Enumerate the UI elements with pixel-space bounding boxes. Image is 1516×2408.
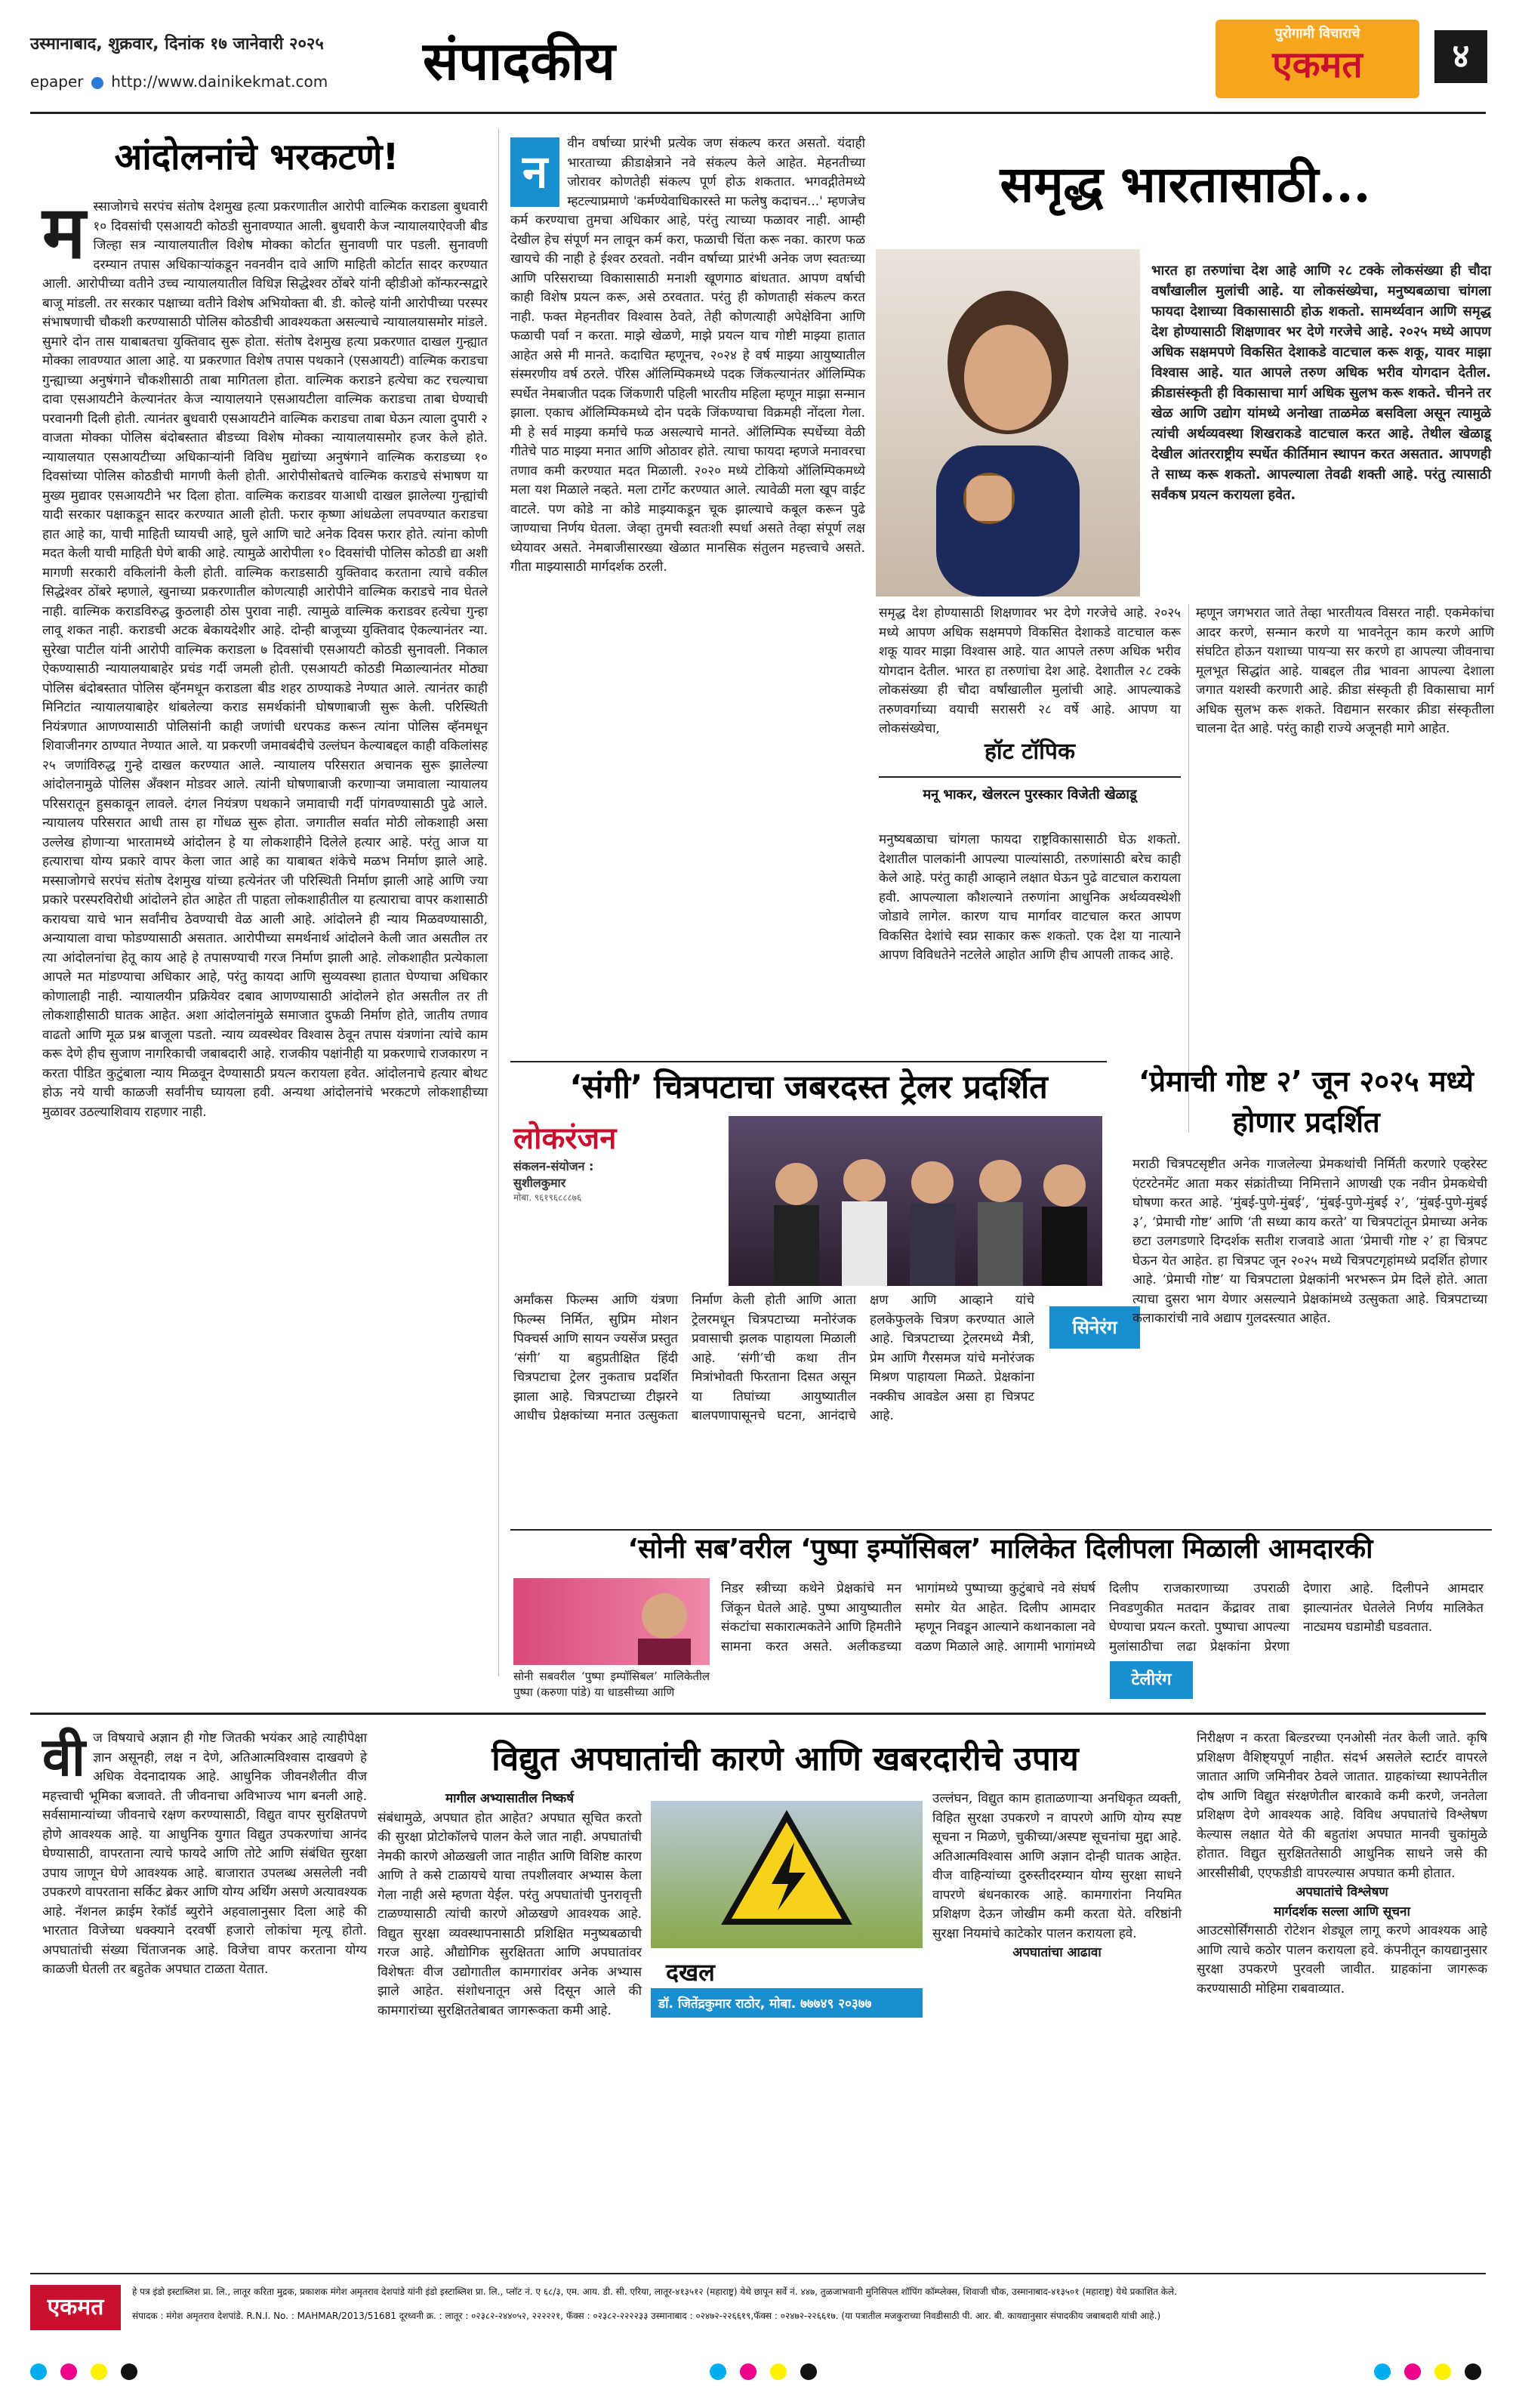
footer-rule: [30, 2273, 1486, 2274]
brand-logo: एकमत: [1272, 44, 1363, 86]
electric-hazard-photo: [651, 1801, 923, 1948]
sangi-rule: [510, 1061, 1107, 1062]
sangi-headline: ‘संगी’ चित्रपटाचा जबरदस्त ट्रेलर प्रदर्शित: [569, 1068, 1048, 1106]
editorial-body: [42, 190, 488, 1678]
lokranjan-box: [513, 1116, 725, 1208]
dakhal-byline: डॉ. जितेंद्रकुमार राठोर, मोबा. ७७७४९ २०३७७: [651, 1988, 923, 2018]
editorial-headline: आंदोलनांचे भरकटणे!: [114, 136, 399, 178]
col-c-text: निरीक्षण न करता बिल्डरच्या एनओसी नंतर केली जाते. कृषि प्रशिक्षण वैशिष्ट्यपूर्ण नाहीत. संदर्भ असलेले स्टार्टर वापरले जातात आणि जमिनीवर ठेवले जातात. ग्राहकांच्या स्थापनेतील दोष आणि विद्युत संरक्षणेतील बारकावे कमी करणे, जनतेला प्रशिक्षण देणे आवश्यक आहे. विविध अपघातांचे विश्लेषण केल्यास लक्षात येते की बहुतांश अपघात मानवी चुकांमुळे होतात. विद्युत सुरक्षिततेसाठी आधुनिक साधने जसे की आरसीसीबी, एएफडीडी वापरल्यास अपघात कमी होतात.: [1197, 1731, 1487, 1881]
hot-topic-label: हॉट टॉपिक: [984, 738, 1075, 765]
brand-tagline: पुरोगामी विचाराचे: [1274, 26, 1360, 42]
feature-col2: म्हणून जगभरात जाते तेव्हा भारतीयत्व विसरत नाही. एकमेकांचा आदर करणे, सन्मान करणे या भावनेतून काम करणे आणि संघटित होऊन यशाच्या पायऱ्या सर करणे हा आपल्या जीवनाचा मूलभूत सिद्धांत आहे. याबद्दल तीव्र भावना आपल्या देशाला जगात यशस्वी करणारी आहे. क्रीडा संस्कृती ही विकासाचा मार्ग अधिक सुलभ करू शकते. विद्यमान सरकार क्रीडा संस्कृतीला चालना देत आहे. परंतु काही राज्ये अजूनही मागे आहेत.: [1196, 606, 1494, 736]
hazard-illustration: [651, 1801, 923, 1948]
middle-rule: [30, 1713, 1486, 1715]
sangi-group-illustration: [729, 1116, 1102, 1286]
col-c-heading: अपघातांचे विश्लेषण: [1296, 1885, 1388, 1900]
electric-col-a: [377, 1790, 642, 2258]
feature-divider: [1188, 604, 1189, 1133]
electric-col-c: [1197, 1729, 1487, 2258]
col-a-heading: मागील अभ्यासातील निष्कर्ष: [445, 1791, 575, 1806]
reg-mark-cyan: [30, 2363, 47, 2380]
masthead: [0, 0, 1516, 106]
epaper-line[interactable]: [30, 72, 328, 91]
feature-lead: भारत हा तरुणांचा देश आहे आणि २८ टक्के लोकसंख्या ही चौदा वर्षांखालील मुलांची आहे. या लोकसंख्येचा, मनुष्यबळाचा चांगला फायदा देशाच्या विकासासाठी होऊ शकतो. सामर्थ्यवान आणि समृद्ध देश होण्यासाठी शिक्षणावर भर देणे गरजेचे आहे. २०२५ मध्ये आपण अधिक सक्षमपणे विकसित देशाकडे वाटचाल करू शकू, यावर माझा विश्वास आहे. यात आपले तरुण अधिक भरीव योगदान देतील. क्रीडासंस्कृती ही विकासाचा मार्ग अधिक सुलभ करू शकते. चीनने तर खेळ आणि उद्योग यांमध्ये अनोखा ताळमेळ बसविला असून त्यामुळे त्यांची अर्थव्यवस्था शिखराकडे वाटचाल करत आहे. तेथील खेळाडू देखील आंतरराष्ट्रीय स्पर्धेत कीर्तिमान स्थापन करत असतात. आपणही ते साध्य करू शकतो. आपल्याला तेवढी शक्ती आहे. परंतु त्यासाठी सर्वंकष प्रयत्न करायला हवेत.: [1151, 263, 1491, 503]
sony-illustration: [513, 1578, 710, 1665]
col-a-text: संबंधामुळे, अपघात होत आहेत? अपघात सूचित करतो की सुरक्षा प्रोटोकॉलचे पालन केले जात नाही. अपघातांची नेमकी कारणे ओळखली जात नाहीत आणि विशिष्ट कारण आणि ते कसे टाळायचे याचा तपशीलवार अभ्यास केला गेला नाही असे म्हणता येईल. परंतु अपघातांची पुनरावृत्ती टाळण्यासाठी त्यांची कारणे ओळखणे आवश्यक आहे. विद्युत सुरक्षा व्यवस्थापनासाठी प्रशिक्षित मनुष्यबळाची गरज आहे. औद्योगिक सुरक्षितता आणि अपघातांवर विशेषतः वीज उद्योगातील कामगारांवर अनेक अभ्यास झाले आहेत. संशोधनातून असे दिसून आले की कामगारांच्या सुरक्षिततेबाबत जागरूकता कमी आहे.: [377, 1810, 642, 2018]
column-na-dropcap: न: [510, 137, 559, 207]
feature-headline: समृद्ध भारतासाठी...: [1000, 155, 1371, 214]
column-na-body: [510, 134, 865, 935]
sinerang-tag: सिनेरंग: [1049, 1306, 1140, 1349]
reg-mark-cyan-2: [710, 2363, 726, 2380]
reg-mark-yellow-2: [770, 2363, 787, 2380]
reg-mark-yellow: [91, 2363, 107, 2380]
portrait-illustration: [876, 249, 1140, 597]
column-divider: [498, 128, 499, 1676]
dakhal-label: दखल: [666, 1958, 715, 1987]
footer-brand: एकमत: [30, 2285, 121, 2330]
col-c2-text: आउटसोर्सिंगसाठी रोटेशन शेड्यूल लागू करणे आवश्यक आहे आणि त्याचे कठोर पालन करायला हवे. कंपनीतून कायद्यानुसार सुरक्षा उपकरणे पुरवली जावीत. ग्राहकांना जागरूक करण्यासाठी मोहिमा राबवाव्यात.: [1197, 1923, 1487, 1996]
electric-dropcap: वी: [42, 1725, 86, 1788]
dakhal-box: [651, 1956, 923, 2024]
globe-icon: [91, 77, 103, 89]
epaper-label: epaper: [30, 72, 84, 91]
sangi-body: अर्मांकस फिल्म्स आणि यंत्रणा फिल्म्स निर्मित, सुप्रिम मोशन पिक्चर्स आणि सायन ज्यसेंज प्रस्तुत ‘संगी’ या बहुप्रतीक्षित हिंदी चित्रपटाचा ट्रेलर नुकताच प्रदर्शित झाला आहे. चित्रपटाच्या टीझरने आधीच प्रेक्षकांच्या मनात उत्सुकता निर्माण केली होती आणि आता ट्रेलरमधून चित्रपटाच्या मनोरंजक प्रवासाची झलक पाहायला मिळाली आहे. ‘संगी’ची कथा तीन मित्रांभोवती फिरताना दिसत असून या तिघांच्या आयुष्यातील बालपणापासूनचे घटना, आनंदाचे क्षण आणि आव्हाने यांचे हलकेफुलके चित्रण करण्यात आले आहे. चित्रपटाच्या ट्रेलरमध्ये मैत्री, प्रेम आणि गैरसमज यांचे मनोरंजक मिश्रण पाहायला मिळते. प्रेक्षकांना नक्कीच आवडेल असा हा चित्रपट आहे.: [513, 1293, 1034, 1423]
reg-mark-black: [121, 2363, 137, 2380]
reg-mark-magenta-3: [1404, 2363, 1421, 2380]
telerang-tag: टेलीरंग: [1110, 1661, 1193, 1699]
sony-caption: सोनी सबवरील ‘पुष्पा इम्पॉसिबल’ मालिकेतील पुष्पा (करुणा पांडे) या धाडसीच्या आणि: [513, 1670, 710, 1699]
electric-intro-text: ज विषयाचे अज्ञान ही गोष्ट जितकी भयंकर आहे त्याहीपेक्षा ज्ञान असूनही, लक्ष न देणे, अतिआत्मविश्वास दाखवणे हे अधिक वेदनादायक आहे. आधुनिक जीवनशैलीत वीज महत्त्वाची भूमिका बजावते. ती जीवनाचा अविभाज्य भाग बनली आहे. सर्वसामान्यांच्या जीवनाचे रक्षण करण्यासाठी, विद्युत वापर सुरक्षितपणे होणे आवश्यक आहे. या आधुनिक युगात विद्युत उपकरणांचा आनंद घेण्यासाठी, वापरताना त्याचे फायदे आणि तोटे आणि संबंधित सुरक्षा उपाय जाणून घेणे आवश्यक आहे. बाजारात उपलब्ध असलेली नवी उपकरणे वापरताना सर्किट ब्रेकर आणि योग्य अर्थिंग असणे अत्यावश्यक आहे. नॅशनल क्राईम रेकॉर्ड ब्युरोने अहवालानुसार दिला आहे की भारतात विजेच्या धक्क्याने दरवर्षी हजारो लोकांचा मृत्यू होतो. अपघातांची संख्या चिंताजनक आहे. विजेचा वापर करताना योग्य काळजी घेतली तर बहुतेक अपघात टाळता येतात.: [42, 1731, 367, 1977]
col-b-heading: अपघातांचा आढावा: [1012, 1945, 1102, 1960]
sony-body: निडर स्त्रीच्या कथेने प्रेक्षकांचे मन जिंकून घेतले आहे. पुष्पा आयुष्यातील संकटांचा सकारात्मकतेने आणि हिमतीने सामना करत असते. अलीकडच्या भागांमध्ये पुष्पाच्या कुटुंबाचे नवे संघर्ष समोर येत आहेत. दिलीप आमदार म्हणून निवडून आल्याने कथानकाला नवे वळण मिळाले आहे. आगामी भागांमध्ये दिलीप राजकारणाच्या उपराळी निवडणुकीत मतदान केंद्रावर ताबा घेण्याचा प्रयत्न करतो. पुष्पाचा आपल्या मुलांसाठीचा लढा प्रेक्षकांना प्रेरणा देणारा आहे. दिलीपने आमदार झाल्यानंतर घेतलेले निर्णय मालिकेत नाट्यमय घडामोडी घडवतात.: [721, 1581, 1484, 1654]
editor-phone: मोबा. ९६१९६८८८७६: [513, 1192, 582, 1203]
reg-mark-black-3: [1465, 2363, 1481, 2380]
premachi-body: मराठी चित्रपटसृष्टीत अनेक गाजलेल्या प्रेमकथांची निर्मिती करणारे एव्हरेस्ट एंटरटेनमेंट आता मकर संक्रांतीच्या निमित्ताने आणखी एक नवीन प्रेमकथेची घोषणा करत आहे. ‘मुंबई-पुणे-मुंबई’, ‘मुंबई-पुणे-मुंबई २’, ‘मुंबई-पुणे-मुंबई ३’, ‘प्रेमाची गोष्ट’ आणि ‘ती सध्या काय करते’ या चित्रपटांतून प्रेमाच्या अनेक छटा उलगडणारे दिग्दर्शक सतीश राजवाडे आता ‘प्रेमाची गोष्ट २’ हा चित्रपट घेऊन येत आहेत. हा चित्रपट जून २०२५ मध्ये चित्रपटगृहांमध्ये प्रदर्शित होणार आहे. ‘प्रेमाची गोष्ट’ या चित्रपटाला प्रेक्षकांनी भरभरून प्रेम दिले होते. आता त्याचा दुसरा भाग येणार असल्याने प्रेक्षकांमध्ये उत्सुकता आहे. चित्रपटाच्या कलाकारांची नावे अद्याप गुलदस्त्यात आहेत.: [1132, 1157, 1487, 1326]
portrait-photo: [876, 249, 1140, 597]
masthead-rule: [30, 112, 1486, 114]
dateline: उस्मानाबाद, शुक्रवार, दिनांक १७ जानेवारी २०२५: [30, 35, 324, 54]
editorial-dropcap: म: [42, 190, 86, 275]
hot-topic-box: [879, 729, 1181, 823]
electric-headline: विद्युत अपघातांची कारणे आणि खबरदारीचे उपाय: [491, 1740, 1079, 1778]
sony-rule: [510, 1529, 1492, 1531]
color-registration-bar: [30, 2363, 1486, 2386]
sony-headline: ‘सोनी सब’वरील ‘पुष्पा इम्पॉसिबल’ मालिकेत दिलीपला मिळाली आमदारकी: [627, 1534, 1373, 1565]
sangi-photo: [729, 1116, 1102, 1286]
col-b-text: उल्लंघन, विद्युत काम हाताळणाऱ्या अनधिकृत व्यक्ती, विहित सुरक्षा उपकरणे न वापरणे आणि योग्य स्पष्ट सूचना न मिळणे, चुकीच्या/अस्पष्ट सूचनांचा मुद्दा आहे. अतिआत्मविश्वास आणि अज्ञान दोन्ही घातक आहेत. वीज वाहिन्यांच्या दुरुस्तीदरम्यान योग्य सुरक्षा साधने वापरणे बंधनकारक आहे. कामगारांना नियमित प्रशिक्षण देऊन जोखीम कमी करता येते. वरिष्ठांनी सुरक्षा नियमांचे काटेकोर पालन करायला हवे.: [932, 1791, 1182, 1941]
reg-mark-magenta-2: [740, 2363, 756, 2380]
section-title: संपादकीय: [423, 29, 615, 92]
reg-mark-cyan-3: [1374, 2363, 1391, 2380]
editor-label: संकलन-संयोजन :: [513, 1159, 594, 1173]
col-c-heading2: मार्गदर्शक सल्ला आणि सूचना: [1274, 1904, 1410, 1919]
reg-mark-magenta: [60, 2363, 77, 2380]
electric-col-b: [932, 1790, 1182, 2258]
epaper-url[interactable]: http://www.dainikekmat.com: [111, 72, 328, 91]
electric-intro: [42, 1725, 367, 2258]
reg-mark-yellow-3: [1434, 2363, 1451, 2380]
feature-col1: समृद्ध देश होण्यासाठी शिक्षणावर भर देणे गरजेचे आहे. २०२५ मध्ये आपण अधिक सक्षमपणे विकसित देशाकडे वाटचाल करू शकू यावर माझा विश्वास आहे. यात आपले तरुण अधिक भरीव योगदान देतील. भारत हा तरुणांचा देश आहे. देशातील २८ टक्के लोकसंख्या ही चौदा वर्षांखालील मुलांची आहे. आपल्याकडे तरुणवर्गाच्या वयाची सरासरी २८ वर्षे आहे. आपण या लोकसंख्येचा,: [879, 606, 1181, 736]
editor-name: सुशीलकुमार: [513, 1176, 566, 1190]
premachi-headline: ‘प्रेमाची गोष्ट २’ जून २०२५ मध्ये होणार प्रदर्शित: [1139, 1065, 1474, 1139]
footer: [30, 2280, 1486, 2341]
brand-box: [1216, 20, 1419, 98]
footer-line1: हे पत्र इंडो इस्टाब्लिश प्रा. लि., लातूर करिता मुद्रक, प्रकाशक मंगेश अमृतराव देशपांडे यांनी इंडो इस्टाब्लिश प्रा. लि., प्लॉट नं. ए ६८/३, एम. आय. डी. सी. एरिया, लातूर-४१३५१२ (महाराष्ट्र) येथे छापून सर्वे नं. ४४७, तुळजाभवानी मुनिसिपल शॉपिंग कॉम्प्लेक्स, शिवाजी चौक, उस्मानाबाद-४१३५०१ (महाराष्ट्र) येथे प्रकाशित केले.: [132, 2286, 1177, 2297]
sony-photo: [513, 1578, 710, 1665]
feature-bottom-left: मनुष्यबळाचा चांगला फायदा राष्ट्रविकासासाठी घेऊ शकतो. देशातील पालकांनी आपल्या पाल्यांसाठी, तरुणांसाठी बरेच काही केले आहे. परंतु काही आव्हाने लक्षात घेऊन पुढे वाटचाल करायला हवी. आपल्याला कौशल्याने तरुणांना आधुनिक अर्थव्यवस्थेशी जोडावे लागेल. कारण याच मार्गावर वाटचाल करत आपण विकसित देशांचे स्वप्न साकार करू शकतो. एक देश या नात्याने आपण विविधतेने नटलेले आहोत आणि हीच आपली ताकद आहे.: [879, 832, 1181, 963]
editorial-text: स्साजोगचे सरपंच संतोष देशमुख हत्या प्रकरणातील आरोपी वाल्मिक कराडला बुधवारी १० दिवसांची एसआयटी कोठडी सुनावण्यात आली. बुधवारी केज न्यायालयाऐवजी बीड जिल्हा सत्र न्यायालयातील विशेष मोक्का कोर्टात सुनावणी पार पडली. सुनावणी दरम्यान तपास अधिकाऱ्यांकडून नवनवीन दावे आणि माहिती कोर्टात सादर करण्यात आली. आरोपीच्या वतीने उच्च न्यायालयातील विधिज्ञ सिद्धेश्वर ठोंबरे यांनी व्हीडीओ कॉन्फरन्सद्वारे बाजू मांडली. तर सरकार पक्षाच्या वतीने विशेष अभियोक्ता बी. डी. कोल्हे यांनी आरोपीच्या परस्पर संभाषणाची चौकशी करण्यासाठी पोलिस कोठडीची आवश्यकता असल्याचे न्यायालयासमोर मांडले. सुमारे दोन तास याबाबतचा युक्तिवाद सुरू होता. संतोष देशमुख हत्या प्रकरणात दाखल गुन्ह्यात मोक्का लावण्यात आला आहे. या प्रकरणात विशेष तपास पथकाने (एसआयटी) वाल्मिक कराडचा गुन्ह्याच्या अनुषंगाने चौकशीसाठी ताबा मागितला होता. वाल्मिक कराडने हत्येचा कट रचल्याचा दावा एसआयटीने केल्यानंतर केज न्यायालयाने एसआयटीला वाल्मिक कराडचा ताबा घेण्याची परवानगी दिली होती. त्यानंतर बुधवारी एसआयटीने वाल्मिक कराडचा ताबा घेऊन त्याला दुपारी २ वाजता मोक्का पोलिस बंदोबस्तात बीडच्या विशेष मोक्का न्यायालयासमोर हजर केले होते. न्यायालयात एसआयटीच्या अधिकाऱ्यांनी विविध मुद्यांच्या अनुषंगाने वाल्मिक कराडच्या १० दिवसांच्या पोलिस कोठडीची मागणी केली होती. आरोपीसोबतचे वाल्मिक कराडचे संभाषण या मुख्य मुद्यावर एसआयटीने भर दिला होता. वाल्मिक कराडवर याआधी दाखल झालेल्या गुन्ह्यांची यादी सरकार पक्षाकडून सादर करण्यात आली होती. फरार कृष्णा आंधळेला लपवण्यात कराडचा हात आहे का, याची माहिती घ्यायची आहे, घुले आणि चाटे अनेक दिवस फरार होते. त्यांना कोणी मदत केली याची माहिती घेणे बाकी आहे. त्यामुळे आरोपीला १० दिवसांची पोलिस कोठडी द्या अशी मागणी सरकारी वकिलांनी केली होती. वाल्मिक कराडसाठी युक्तिवाद करताना त्याचे वकील सिद्धेश्वर ठोंबरे म्हणाले, खुनाच्या प्रकरणातील कोणत्याही आरोपीने वाल्मिक कराडचे नाव घेतले नाही. वाल्मिक कराडविरुद्ध कुठलाही ठोस पुरावा नाही. त्यामुळे वाल्मिक कराडवर हत्येचा गुन्हा लावू शकत नाही. कराडची अटक बेकायदेशीर आहे. दोन्ही बाजूच्या युक्तिवाद ऐकल्यानंतर न्या. सुरेखा पाटील यांनी आरोपी वाल्मिक कराडला ७ दिवसांची एसआयटी कोठडी सुनावली. निकाल ऐकण्यासाठी न्यायालयाबाहेर प्रचंड गर्दी जमली होती. एसआयटी कोठडी मिळाल्यानंतर मोठ्या पोलिस बंदोबस्तात पोलिस व्हॅनमधून कराडला बीड शहर ठाण्याकडे नेण्यात आले. त्यानंतर काही मिनिटांत न्यायालयाबाहेर थांबलेल्या कराड समर्थकांनी घोषणाबाजी सुरू केली. परिस्थिती नियंत्रणात आणण्यासाठी पोलिसांनी काही जणांची धरपकड करून त्यांना पोलिस व्हॅनमधून शिवाजीनगर ठाण्यात नेण्यात आले. या प्रकरणी जमावबंदीचे उल्लंघन केल्याबद्दल काही वकिलांसह २५ जणांविरुद्ध गुन्हे दाखल करण्यात आले. न्यायालय परिसरात अचानक सुरू झालेल्या आंदोलनामुळे पोलिस अँक्शन मोडवर आले. त्यांनी घोषणाबाजी करणाऱ्या जमावाला न्यायालय परिसरातून हुसकावून लावले. दंगल नियंत्रण पथकाने जमावाची गर्दी पांगवण्यासाठी पुढे आले. न्यायालय परिसरात आधी तास हा गोंधळ सुरू होता. जगातील सर्वात मोठी लोकशाही असा उल्लेख होणाऱ्या भारतामध्ये आंदोलन हे या लोकशाहीने दिलेले हत्यार आहे. परंतु आज या हत्याराचा योग्य प्रकारे वापर केला जात आहे का याबाबत शंकेचे मळभ निर्माण झाले आहे. मस्साजोगचे सरपंच संतोष देशमुख यांच्या हत्येनंतर जी परिस्थिती निर्माण झाली आहे आणि ज्या प्रकारे परस्परविरोधी आंदोलने होत आहेत ती पाहता लोकशाहीतील या हत्याराचा वापर कशासाठी करायचा याचे भान सर्वांनीच ठेवण्याची वेळ आली आहे. आंदोलने ही न्याय मिळवण्यासाठी, अन्यायाला वाचा फोडण्यासाठी असतात. आरोपीच्या समर्थनार्थ आंदोलने केली जात असतील तर त्या आंदोलनांचा हेतू काय आहे हे तपासण्याची गरज निर्माण झाली आहे. लोकशाहीत प्रत्येकाला आपले मत मांडण्याचा अधिकार आहे, परंतु कायदा आणि सुव्यवस्था हातात घेण्याचा अधिकार कोणालाही नाही. न्यायालयीन प्रक्रियेवर दबाव आणण्यासाठी आंदोलने होत असतील तर ती लोकशाहीसाठी घातक आहेत. अशा आंदोलनांमुळे समाजात दुफळी निर्माण होते, जातीय तणाव वाढतो आणि मूळ प्रश्न बाजूला पडतो. न्याय व्यवस्थेवर विश्वास ठेवून तपास यंत्रणांना त्यांचे काम करू देणे हीच सुजाण नागरिकाची जबाबदारी आहे. राजकीय पक्षांनीही या प्रकरणाचे राजकारण न करता पीडित कुटुंबाला न्याय मिळवून देण्यासाठी प्रयत्न करायला हवेत. आंदोलनाचे हत्यार बोथट होऊ नये याची काळजी सर्वांनीच घ्यायला हवी. अन्यथा आंदोलनांचे भरकटणे लोकशाहीच्या मुळावर उठल्याशिवाय राहणार नाही.: [42, 199, 488, 1120]
column-na-text: वीन वर्षाच्या प्रारंभी प्रत्येक जण संकल्प करत असतो. यंदाही भारताच्या क्रीडाक्षेत्राने नवे संकल्प केले आहेत. मेहनतीच्या जोरावर कोणतेही संकल्प पूर्ण होऊ शकतात. भगवद्गीतेमध्ये म्हटल्याप्रमाणे 'कर्मण्येवाधिकारस्ते मा फलेषु कदाचन...' म्हणजेच कर्म करण्याचा तुमचा अधिकार आहे, परंतु त्याच्या फळावर नाही. आम्ही देखील हेच संपूर्ण मन लावून कर्म करा, फळाची चिंता करू नका. कारण फळ खायचे की नाही हे ईश्वर ठरवतो. नवीन वर्षाच्या प्रारंभी अनेक जण स्वतःच्या आणि परिसराच्या विकासासाठी मनाशी खूणगाठ बांधतात. आपण वर्षाची काही विशेष प्रयत्न करू, असे ठरवतात. परंतु ही कोणताही संकल्प करत नाही. फक्त मेहनतीवर विश्वास ठेवते, तेही कोणत्याही अपेक्षेविना आणि फळाची पर्वा न करता. माझे खेळणे, माझे प्रयत्न याच गोष्टी माझ्या हातात आहेत असे मी मानते. कदाचित म्हणूनच, २०२४ हे वर्ष माझ्या आयुष्यातील संस्मरणीय वर्ष ठरले. पॅरिस ऑलिम्पिकमध्ये पदक जिंकल्यानंतर ऑलिम्पिक स्पर्धेत नेमबाजीत पदक जिंकणारी पहिली भारतीय महिला म्हणून माझा सन्मान झाला. एकाच ऑलिम्पिकमध्ये दोन पदके जिंकण्याचा विक्रमही नोंदला गेला. मी हे सर्व माझ्या कर्माचे फळ असल्याचे मानते. ऑलिम्पिक स्पर्धेच्या वेळी गीतेचे पाठ माझ्या मनात आणि ओठावर होते. त्याचा फायदा म्हणजे मनावरचा तणाव कमी करण्यात मदत मिळाली. २०२० मध्ये टोकियो ऑलिम्पिकमध्ये मला यश मिळाले नव्हते. मला टार्गेट करण्यात आले. त्यावेळी मला खूप वाईट वाटले. पण कोडे ना कोडे माझ्याकडून चूक झाल्याचे कबूल करून पुढे जाण्याचा निर्णय घेतला. जेव्हा तुमची स्वतःशी स्पर्धा असते तेव्हा संपूर्ण लक्ष ध्येयावर असते. नेमबाजीसारख्या खेळात मानसिक संतुलन महत्त्वाचे असते. गीता माझ्यासाठी मार्गदर्शक ठरली.: [510, 136, 865, 575]
hot-topic-byline: मनू भाकर, खेलरत्न पुरस्कार विजेती खेळाडू: [879, 776, 1181, 803]
page-number: ४: [1434, 30, 1487, 83]
lokranjan-logo: लोकरंजन: [513, 1121, 617, 1156]
footer-line2: संपादक : मंगेश अमृतराव देशपांडे. R.N.I. No. : MAHMAR/2013/51681 दूरध्वनी क्र. : लातूर : ०२३८२-२४४०५२, २२२२२१, फॅक्स : ०२३८२-२२२२३३ उस्मानाबाद : ०२४७२-२२६६१९,फॅक्स : ०२४७२-२२६६१७. (या पत्रातील मजकुराच्या निवडीसाठी पी. आर. बी. कायद्यानुसार संपादकीय जबाबदारी यांची आहे.): [132, 2311, 1161, 2321]
reg-mark-black-2: [800, 2363, 817, 2380]
